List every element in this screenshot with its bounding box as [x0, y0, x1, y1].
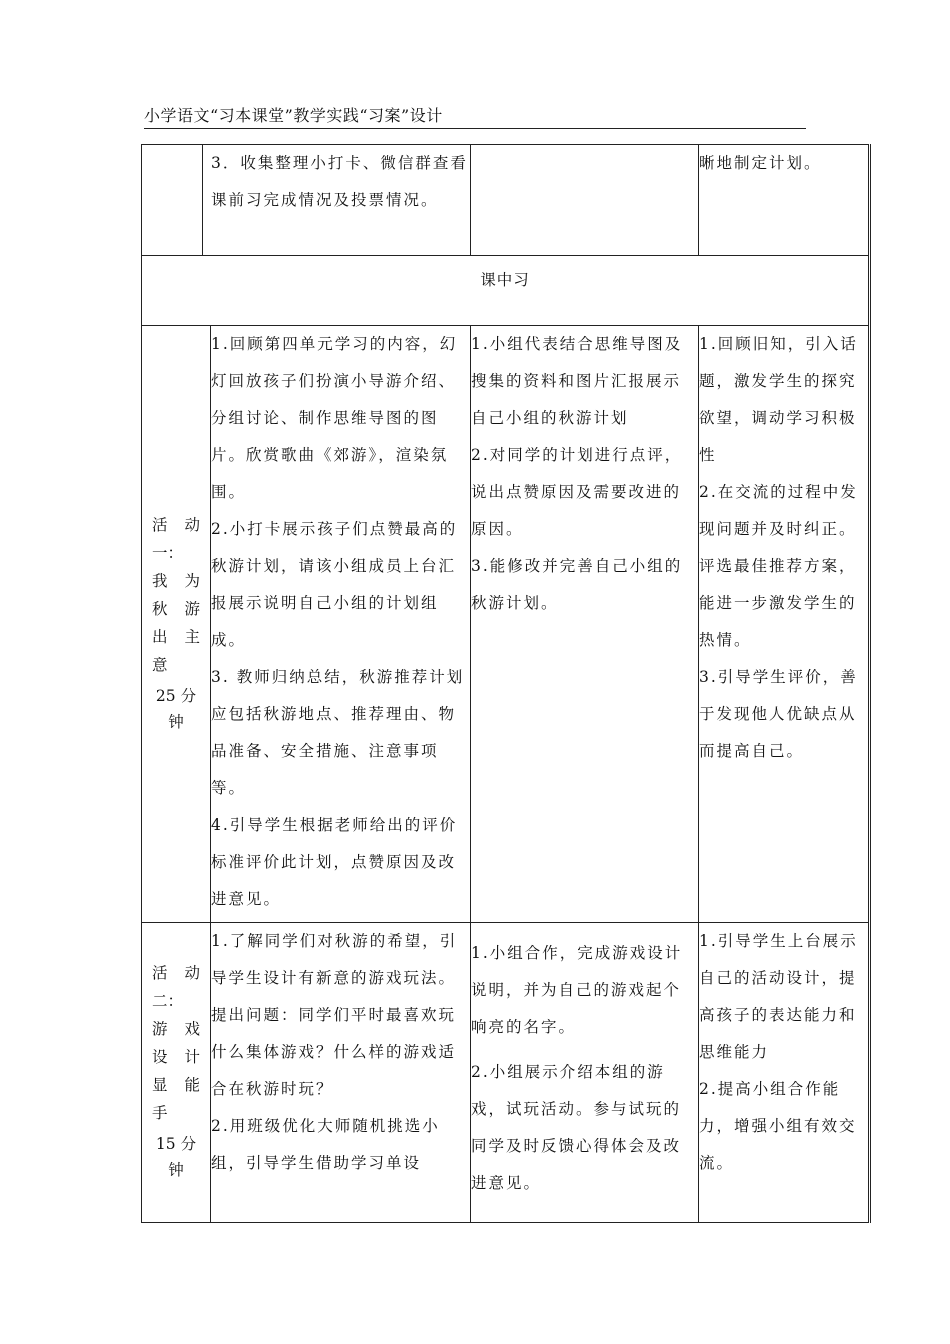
activity-name: 活 动 二： 游 戏 设 计 显 能 手 15 分钟 — [142, 923, 210, 1183]
student-cell — [471, 923, 699, 1223]
intent-cell — [699, 923, 870, 1223]
header-title: 小学语文“习本课堂”教学实践“习案”设计 — [144, 106, 443, 125]
section-title: 课中习 — [480, 271, 530, 289]
intent-item: 2.在交流的过程中发现问题并及时纠正。评选最佳推荐方案，能进一步激发学生的热情。 — [699, 483, 858, 649]
activity-duration: 15 分钟 — [155, 1135, 197, 1179]
table-row — [142, 923, 870, 1223]
activity-name-cell — [142, 326, 211, 923]
intent-item: 2.提高小组合作能力，增强小组有效交流。 — [699, 1080, 857, 1172]
intent-item: 3.引导学生评价，善于发现他人优缺点从而提高自己。 — [699, 668, 858, 760]
student-cell — [471, 326, 699, 923]
page-header — [144, 106, 806, 129]
intent-item: 1.引导学生上台展示自己的活动设计，提高孩子的表达能力和思维能力 — [699, 932, 858, 1061]
intent-text: 晰地制定计划。 — [699, 154, 822, 172]
teacher-item: 4.引导学生根据老师给出的评价标准评价此计划，点赞原因及改进意见。 — [211, 816, 458, 908]
table-row — [142, 145, 870, 256]
empty-cell — [142, 145, 203, 256]
section-cell — [142, 256, 870, 326]
intent-cell — [699, 145, 870, 256]
activity-name-cell — [142, 923, 211, 1223]
student-item: 3.能修改并完善自己小组的秋游计划。 — [471, 557, 683, 612]
lesson-plan-table — [141, 144, 871, 1223]
teacher-item: 1.回顾第四单元学习的内容，幻灯回放孩子们扮演小导游介绍、分组讨论、制作思维导图的图片。欣赏歌曲《郊游》，渲染氛围。 — [211, 335, 458, 501]
student-item: 2.对同学的计划进行点评，说出点赞原因及需要改进的原因。 — [471, 446, 683, 538]
student-item: 2.小组展示介绍本组的游戏，试玩活动。参与试玩的同学及时反馈心得体会及改进意见。 — [471, 1063, 682, 1192]
teacher-item: 2.小打卡展示孩子们点赞最高的秋游计划，请该小组成员上台汇报展示说明自己小组的计划组成。 — [211, 520, 458, 649]
teacher-cell — [203, 145, 471, 256]
teacher-item: 3. 教师归纳总结，秋游推荐计划应包括秋游地点、推荐理由、物品准备、安全措施、注意事项等。 — [211, 668, 465, 797]
activity-name: 活 动 一： 我 为 秋 游 出 主 意 25 分钟 — [142, 326, 210, 735]
intent-cell — [699, 326, 870, 923]
student-cell — [471, 145, 699, 256]
teacher-item: 1.了解同学们对秋游的希望，引导学生设计有新意的游戏玩法。提出问题：同学们平时最喜欢玩什么集体游戏？什么样的游戏适合在秋游时玩？ — [211, 932, 458, 1098]
intent-item: 1.回顾旧知，引入话题，激发学生的探究欲望，调动学习积极性 — [699, 335, 858, 464]
teacher-text: 3．收集整理小打卡、微信群查看课前习完成情况及投票情况。 — [211, 154, 468, 209]
teacher-cell — [211, 923, 471, 1223]
table-row — [142, 326, 870, 923]
activity-duration: 25 分钟 — [155, 687, 197, 731]
student-item: 1.小组代表结合思维导图及搜集的资料和图片汇报展示自己小组的秋游计划 — [471, 335, 683, 427]
section-row — [142, 256, 870, 326]
teacher-cell — [211, 326, 471, 923]
teacher-item: 2.用班级优化大师随机挑选小组，引导学生借助学习单设 — [211, 1117, 440, 1172]
student-item: 1.小组合作，完成游戏设计说明，并为自己的游戏起个响亮的名字。 — [471, 944, 683, 1036]
